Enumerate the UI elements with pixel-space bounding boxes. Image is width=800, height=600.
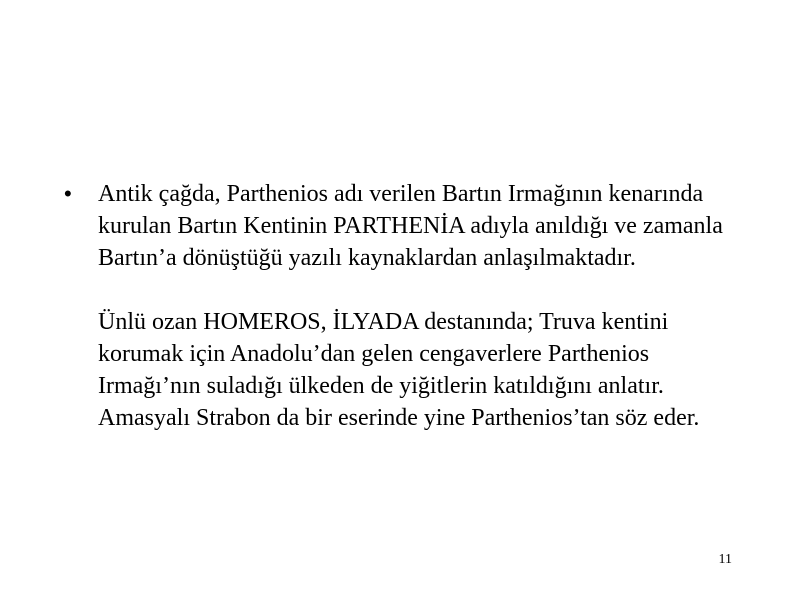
paragraph-parthenia: Antik çağda, Parthenios adı verilen Bartın Irmağının kenarında kurulan Bartın Kentinin PARTHENİA adıyla anıldığı ve zamanla Bartın’a dönüştüğü yazılı kaynaklardan anlaşılmaktadır.	[98, 181, 723, 271]
page-number: 11	[718, 552, 732, 567]
bullet-item	[64, 178, 744, 434]
bullet-point-icon: •	[64, 181, 72, 206]
paragraph-homeros: Ünlü ozan HOMEROS, İLYADA destanında; Truva kentini korumak için Anadolu’dan gelen cengaverlere Parthenios Irmağı’nın suladığı ülkeden de yiğitlerin katıldığını anlatır. Amasyalı Strabon da bir eserinde yine Parthenios’tan söz eder.	[98, 309, 700, 431]
bullet-list	[64, 178, 744, 434]
